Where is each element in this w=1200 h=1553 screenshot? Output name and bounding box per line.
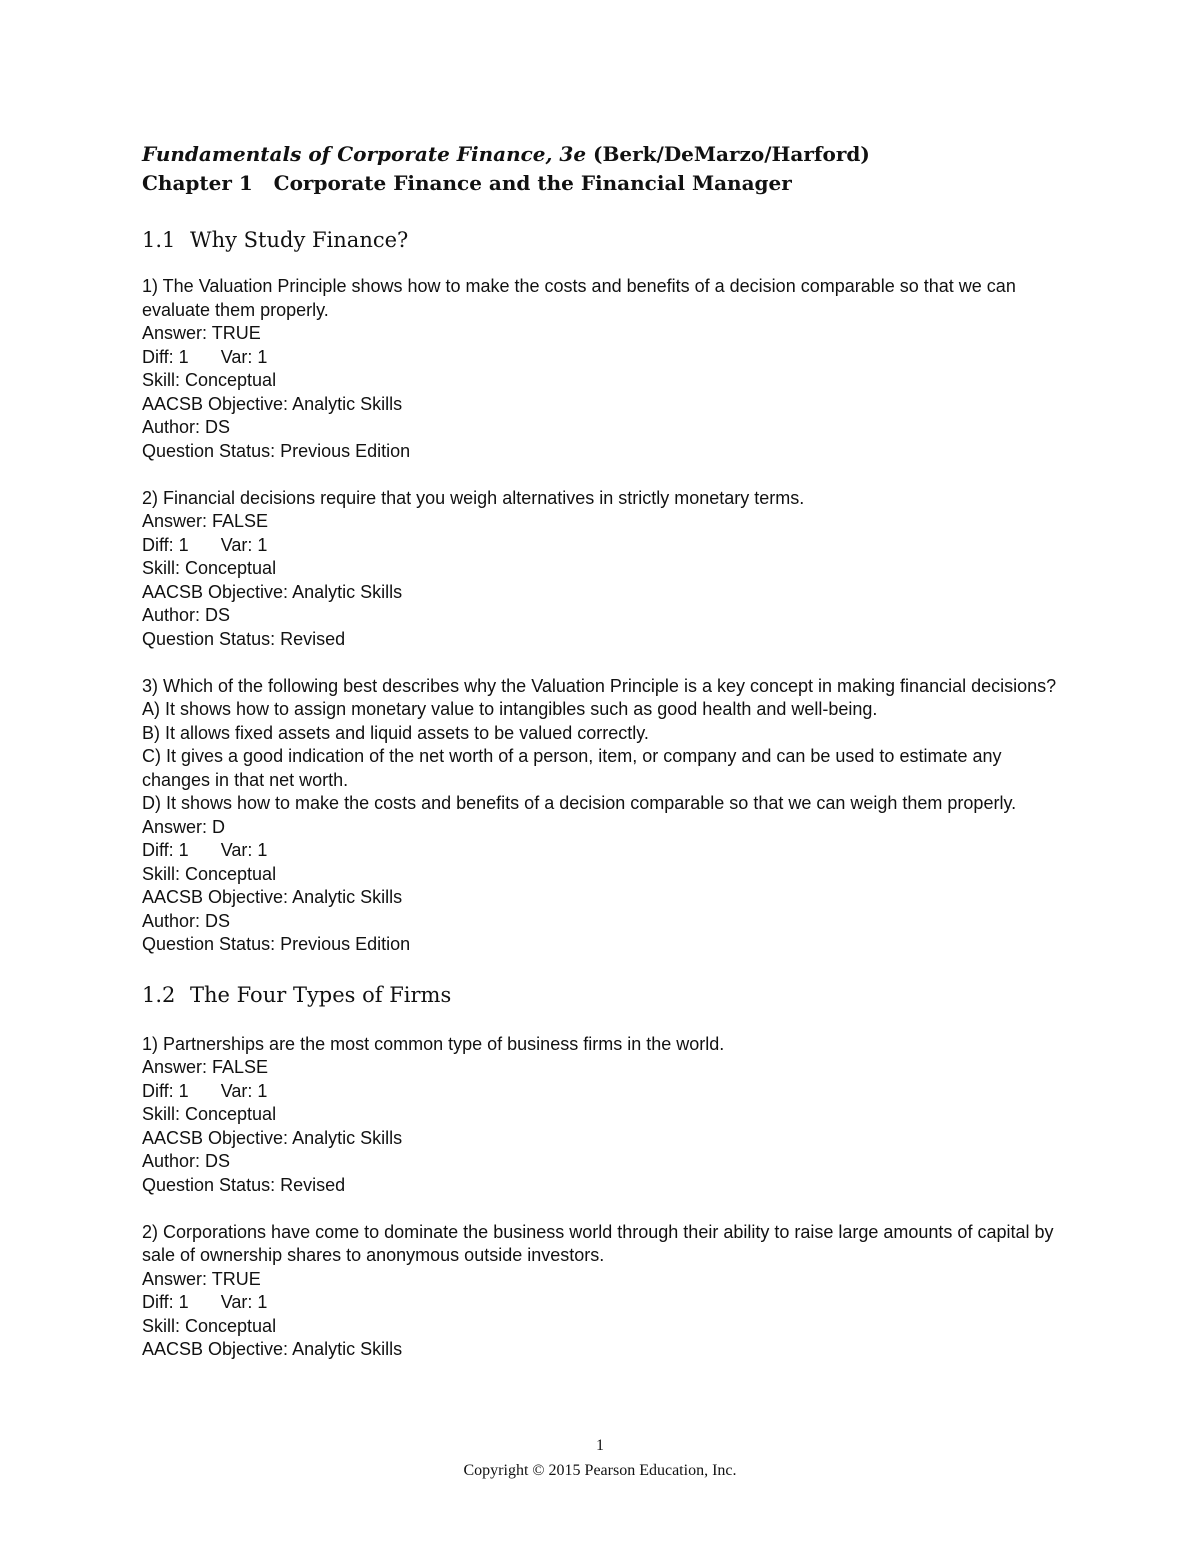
diff-value: Diff: 1	[142, 840, 189, 860]
author-line: Author: DS	[142, 605, 231, 625]
aacsb-line: AACSB Objective: Analytic Skills	[142, 581, 403, 602]
diff-value: Diff: 1	[142, 1080, 189, 1101]
option-a: A) It shows how to assign monetary value to intangibles such as good health and well-being.	[142, 699, 878, 719]
section-title: Why Study Finance?	[190, 228, 409, 252]
answer-line: Answer: FALSE	[142, 511, 269, 531]
section-heading-1-2	[142, 981, 1062, 1009]
chapter-title: Chapter 1 Corporate Finance and the Financial Manager	[142, 171, 792, 195]
question-1-1-3	[142, 675, 1062, 957]
author-line: Author: DS	[142, 417, 231, 437]
difficulty-line	[142, 534, 1062, 558]
question-stem: 1) Partnerships are the most common type of business firms in the world.	[142, 1033, 725, 1054]
question-stem: 2) Financial decisions require that you weigh alternatives in strictly monetary terms.	[142, 487, 805, 508]
skill-line: Skill: Conceptual	[142, 370, 277, 390]
answer-line: Answer: FALSE	[142, 1057, 269, 1077]
aacsb-line: AACSB Objective: Analytic Skills	[142, 887, 403, 907]
option-d: D) It shows how to make the costs and benefits of a decision comparable so that we can weigh them properly.	[142, 793, 1017, 813]
author-line: Author: DS	[142, 910, 231, 931]
page-number: 1	[596, 1437, 604, 1454]
diff-value: Diff: 1	[142, 534, 189, 555]
status-line: Question Status: Previous Edition	[142, 440, 411, 461]
difficulty-line	[142, 1080, 1062, 1104]
book-title-italic: Fundamentals of Corporate Finance, 3e	[142, 142, 587, 166]
skill-line: Skill: Conceptual	[142, 1315, 277, 1336]
difficulty-line	[142, 839, 1062, 863]
option-c: C) It gives a good indication of the net worth of a person, item, or company and can be used to estimate any changes in that net worth.	[142, 746, 1002, 790]
section-heading-1-1	[142, 226, 1062, 254]
difficulty-line	[142, 1291, 1062, 1315]
answer-line: Answer: D	[142, 816, 226, 837]
aacsb-line: AACSB Objective: Analytic Skills	[142, 393, 403, 414]
book-title	[142, 141, 1062, 167]
section-title: The Four Types of Firms	[190, 982, 452, 1007]
status-line: Question Status: Revised	[142, 628, 346, 649]
author-line: Author: DS	[142, 1151, 231, 1171]
var-value: Var: 1	[220, 346, 268, 367]
var-value: Var: 1	[220, 1292, 268, 1312]
section-number: 1.2	[142, 982, 176, 1007]
question-1-1-2	[142, 487, 1062, 652]
question-stem: 3) Which of the following best describes why the Valuation Principle is a key concept in making financial decisions?	[142, 675, 1057, 696]
question-stem: 1) The Valuation Principle shows how to make the costs and benefits of a decision comparable so that we can evaluate them properly.	[142, 276, 1016, 320]
question-stem: 2) Corporations have come to dominate the business world through their ability to raise large amounts of capital by sale of ownership shares to anonymous outside investors.	[142, 1221, 1054, 1265]
question-1-1-1	[142, 275, 1062, 463]
var-value: Var: 1	[220, 1080, 268, 1101]
var-value: Var: 1	[220, 534, 268, 555]
aacsb-line: AACSB Objective: Analytic Skills	[142, 1127, 403, 1148]
diff-value: Diff: 1	[142, 346, 189, 367]
status-line: Question Status: Previous Edition	[142, 934, 411, 954]
var-value: Var: 1	[220, 840, 268, 860]
copyright-notice: Copyright © 2015 Pearson Education, Inc.	[463, 1462, 737, 1479]
page-content	[142, 141, 1062, 1385]
skill-line: Skill: Conceptual	[142, 863, 277, 884]
skill-line: Skill: Conceptual	[142, 1104, 277, 1124]
question-1-2-2	[142, 1221, 1062, 1362]
difficulty-line	[142, 346, 1062, 370]
aacsb-line: AACSB Objective: Analytic Skills	[142, 1339, 403, 1359]
section-number: 1.1	[142, 228, 176, 252]
skill-line: Skill: Conceptual	[142, 558, 277, 578]
book-authors: (Berk/DeMarzo/Harford)	[586, 142, 870, 166]
diff-value: Diff: 1	[142, 1292, 189, 1312]
option-b: B) It allows fixed assets and liquid assets to be valued correctly.	[142, 722, 649, 743]
question-1-2-1	[142, 1033, 1062, 1198]
status-line: Question Status: Revised	[142, 1174, 346, 1195]
answer-line: Answer: TRUE	[142, 323, 261, 343]
answer-line: Answer: TRUE	[142, 1268, 261, 1289]
